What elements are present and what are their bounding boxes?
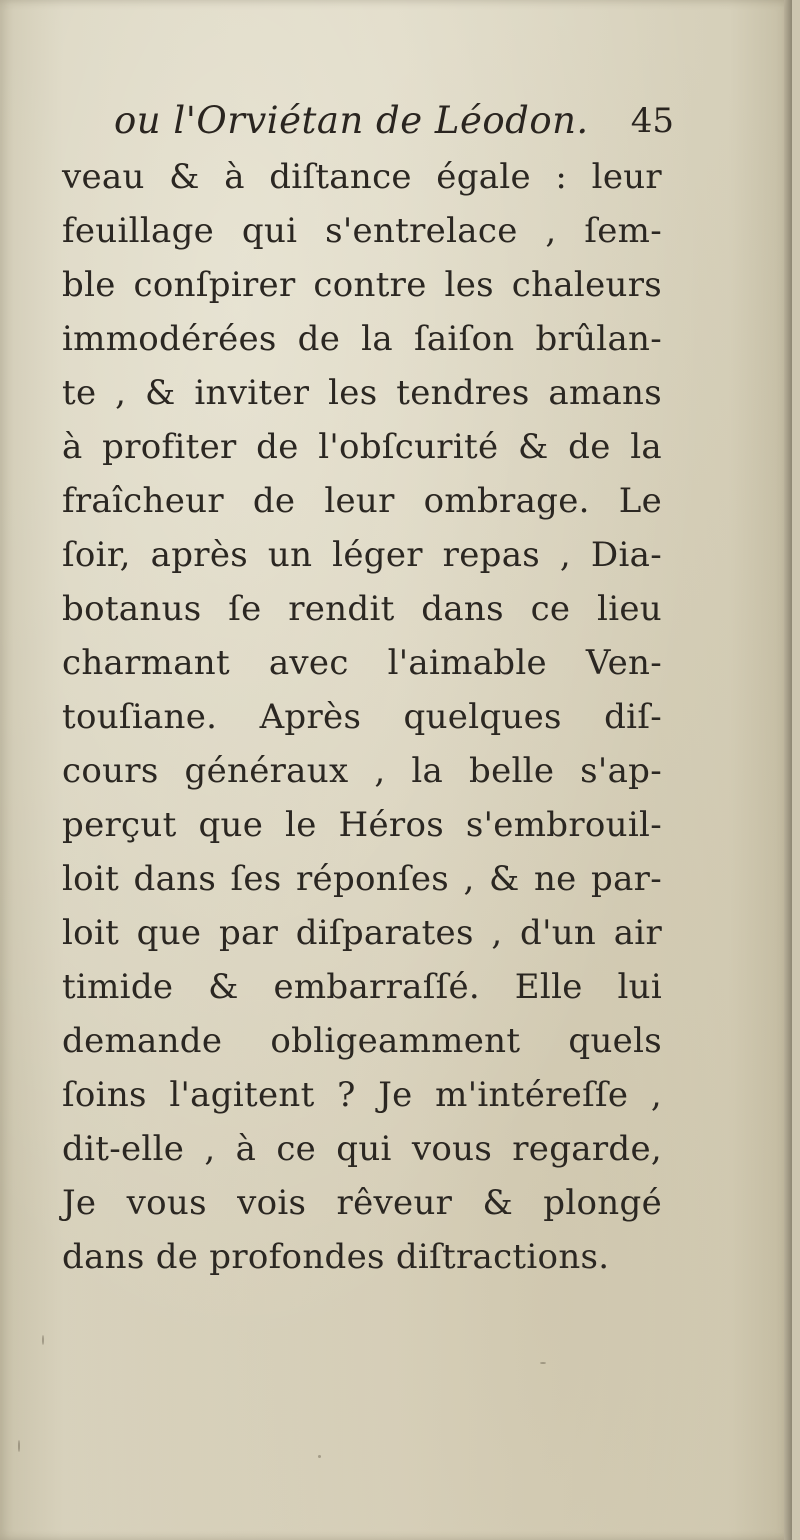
text-line: ſoir, après un léger repas , Dia- xyxy=(62,535,662,575)
text-line: demande obligeamment quels xyxy=(62,1021,662,1061)
text-line: perçut que le Héros s'embrouil- xyxy=(62,805,662,845)
running-title: ou l'Orviétan de Léodon. xyxy=(114,99,589,142)
text-line: cours généraux , la belle s'ap- xyxy=(62,751,662,791)
text-line: immodérées de la ſaiſon brûlan- xyxy=(62,319,662,359)
running-head xyxy=(114,96,674,146)
paper-speck xyxy=(318,1455,321,1458)
paper-speck xyxy=(42,1335,44,1345)
text-line: loit que par diſparates , d'un air xyxy=(62,913,662,953)
text-line: charmant avec l'aimable Ven- xyxy=(62,643,662,683)
text-line: fraîcheur de leur ombrage. Le xyxy=(62,481,662,521)
text-line: loit dans ſes réponſes , & ne par- xyxy=(62,859,662,899)
text-line: veau & à diſtance égale : leur xyxy=(62,157,662,197)
text-line: timide & embarraſſé. Elle lui xyxy=(62,967,662,1007)
text-line: ble conſpirer contre les chaleurs xyxy=(62,265,662,305)
body-text xyxy=(62,150,662,1284)
text-line: te , & inviter les tendres amans xyxy=(62,373,662,413)
text-line: touſiane. Après quelques diſ- xyxy=(62,697,662,737)
paper-speck xyxy=(540,1362,546,1364)
text-line: botanus ſe rendit dans ce lieu xyxy=(62,589,662,629)
page-edge xyxy=(784,0,792,1540)
text-line: dans de profondes diſtractions. xyxy=(62,1237,610,1277)
text-line: à profiter de l'obſcurité & de la xyxy=(62,427,662,467)
text-line: ſoins l'agitent ? Je m'intéreſſe , xyxy=(62,1075,662,1115)
page-number: 45 xyxy=(630,101,674,141)
text-line: feuillage qui s'entrelace , ſem- xyxy=(62,211,662,251)
text-line: dit-elle , à ce qui vous regarde, xyxy=(62,1129,662,1169)
text-line: Je vous vois rêveur & plongé xyxy=(62,1183,662,1223)
paper-speck xyxy=(18,1440,20,1452)
